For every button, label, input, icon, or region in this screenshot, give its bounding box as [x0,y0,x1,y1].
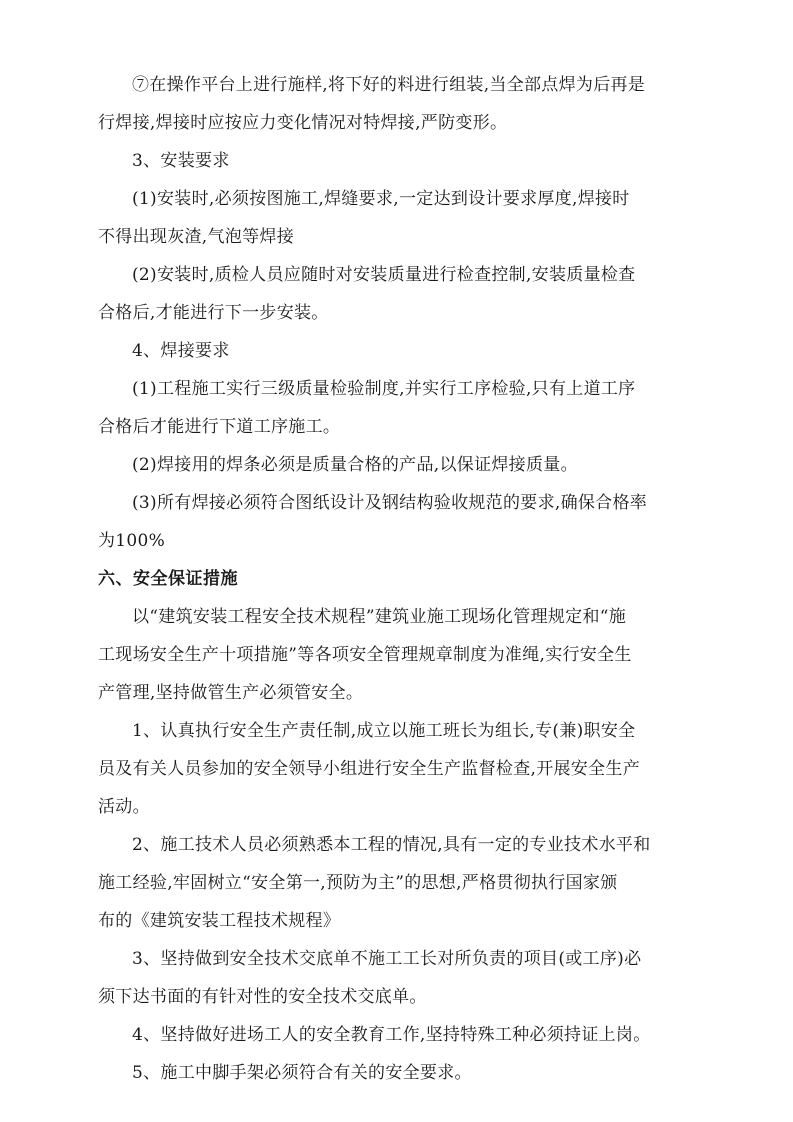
safety-item-1-line-3: 活动。 [98,797,150,817]
safety-item-2-line-1: 2、施工技术人员必须熟悉本工程的情况,具有一定的专业技术水平和 [132,835,651,855]
section-heading-safety-measures: 六、安全保证措施 [98,569,238,589]
safety-item-3-line-2: 须下达书面的有针对性的安全技术交底单。 [98,987,427,1007]
safety-item-2-line-2: 施工经验,牢固树立“安全第一,预防为主”的思想,严格贯彻执行国家颁 [98,873,618,893]
safety-intro-line-1: 以“建筑安装工程安全技术规程”建筑业施工现场化管理规定和“施 [132,607,627,627]
install-item-1-line-2: 不得出现灰渣,气泡等焊接 [98,227,295,247]
subheading-welding-requirements: 4、焊接要求 [132,341,230,361]
install-item-1-line-1: (1)安装时,必须按图施工,焊缝要求,一定达到设计要求厚度,焊接时 [132,189,630,209]
safety-item-5: 5、施工中脚手架必须符合有关的安全要求。 [132,1063,472,1083]
safety-item-2-line-3: 布的《建筑安装工程技术规程》 [98,911,341,931]
welding-item-3-line-1: (3)所有焊接必须符合图纸设计及钢结构验收规范的要求,确保合格率 [132,493,648,513]
subheading-install-requirements: 3、安装要求 [132,151,230,171]
welding-item-3-line-2: 为100% [98,531,166,551]
safety-item-3-line-1: 3、坚持做到安全技术交底单不施工工长对所负责的项目(或工序)必 [132,949,642,969]
paragraph-7-line-2: 行焊接,焊接时应按应力变化情况对特焊接,严防变形。 [98,113,508,133]
safety-intro-line-2: 工现场安全生产十项措施”等各项安全管理规章制度为准绳,实行安全生 [98,645,632,665]
safety-intro-line-3: 产管理,坚持做管生产必须管安全。 [98,683,364,703]
install-item-2-line-1: (2)安装时,质检人员应随时对安装质量进行检查控制,安装质量检查 [132,265,636,285]
install-item-2-line-2: 合格后,才能进行下一步安装。 [98,303,329,323]
welding-item-2: (2)焊接用的焊条必须是质量合格的产品,以保证焊接质量。 [132,455,578,475]
paragraph-7-line-1: ⑦在操作平台上进行施样,将下好的料进行组装,当全部点焊为后再是 [132,75,646,95]
welding-item-1-line-2: 合格后才能进行下道工序施工。 [98,417,341,437]
safety-item-1-line-2: 员及有关人员参加的安全领导小组进行安全生产监督检查,开展安全生产 [98,759,641,779]
safety-item-1-line-1: 1、认真执行安全生产责任制,成立以施工班长为组长,专(兼)职安全 [132,721,636,741]
safety-item-4: 4、坚持做好进场工人的安全教育工作,坚持特殊工种必须持证上岗。 [132,1025,651,1045]
welding-item-1-line-1: (1)工程施工实行三级质量检验制度,并实行工序检验,只有上道工序 [132,379,636,399]
